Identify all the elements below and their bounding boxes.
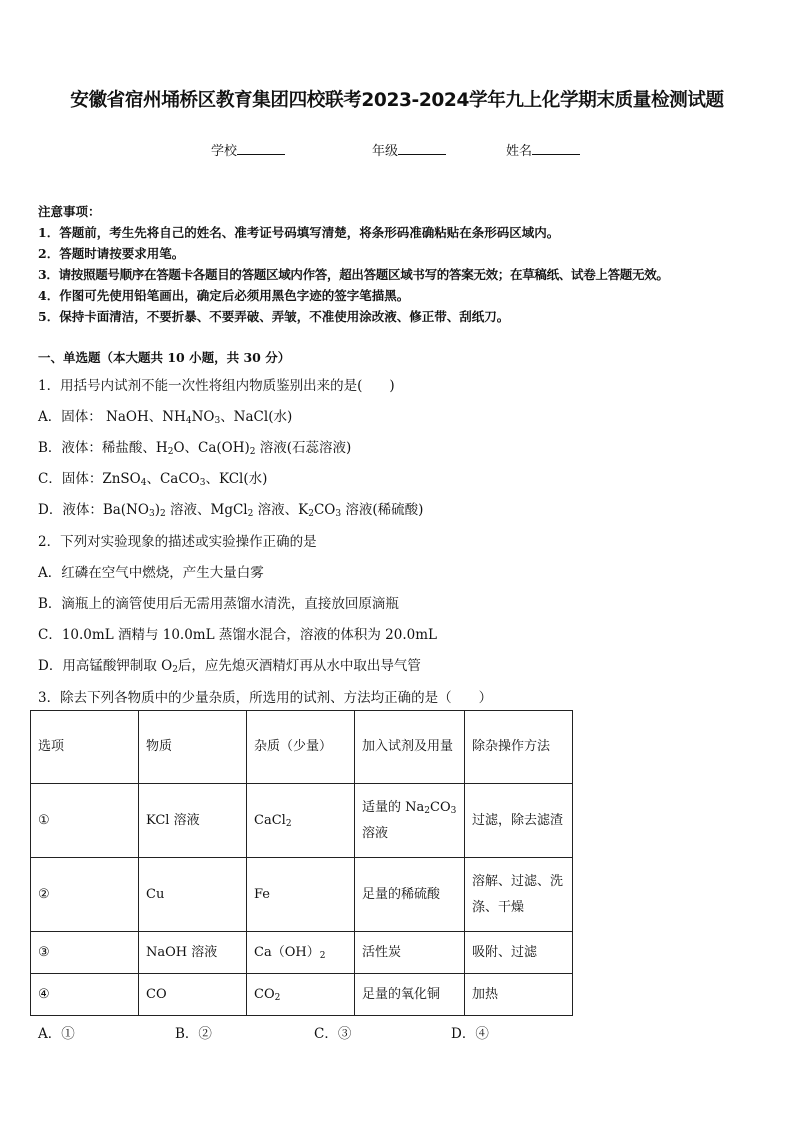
notice-item-3: 3．请按照题号顺序在答题卡各题目的答题区域内作答，超出答题区域书写的答案无效；在草稿纸、试卷上答题无效。 [38, 267, 669, 282]
header-impurity: 杂质（少量） [247, 711, 355, 784]
q3-option-c[interactable]: C．③ [314, 1026, 352, 1042]
q1-option-b[interactable]: B．液体：稀盐酸、$H_2O$、$Ca(OH)_2$ 溶液(石蕊溶液) [38, 440, 352, 457]
header-substance: 物质 [139, 711, 247, 784]
table-row [31, 858, 573, 932]
q3-option-a[interactable]: A．① [38, 1026, 75, 1042]
notice-item-1: 1．答题前，考生先将自己的姓名、准考证号码填写清楚，将条形码准确粘贴在条形码区域内。 [38, 225, 560, 240]
notice-item-4: 4．作图可先使用铅笔画出，确定后必须用黑色字迹的签字笔描黑。 [38, 288, 410, 303]
school-field [211, 140, 285, 159]
row-reagent: 活性炭 [355, 932, 465, 974]
q1-option-c[interactable]: C．固体：ZnSO$_4$、CaCO$_3$、KCl(水) [38, 471, 268, 488]
row-option: ② [31, 858, 139, 932]
q3-option-b[interactable]: B．② [175, 1026, 212, 1042]
q3-option-d[interactable]: D．④ [451, 1026, 489, 1042]
header-reagent: 加入试剂及用量 [355, 711, 465, 784]
q2-stem: 2．下列对实验现象的描述或实验操作正确的是 [38, 534, 317, 550]
row-reagent: 适量的 $Na_2CO_3$ 溶液 [355, 784, 465, 858]
q1-stem: 1．用括号内试剂不能一次性将组内物质鉴别出来的是( ) [38, 378, 395, 394]
q1-option-a[interactable]: A．固体： NaOH、$NH_4NO_3$、NaCl(水) [38, 409, 293, 426]
row-impurity: $CO_2$ [247, 974, 355, 1016]
header-option: 选项 [31, 711, 139, 784]
row-substance: Cu [139, 858, 247, 932]
grade-blank[interactable] [398, 142, 446, 155]
row-option: ④ [31, 974, 139, 1016]
row-reagent: 足量的稀硫酸 [355, 858, 465, 932]
row-method: 过滤，除去滤渣 [465, 784, 573, 858]
q2-option-a[interactable]: A．红磷在空气中燃烧，产生大量白雾 [38, 565, 264, 581]
row-reagent: 足量的氧化铜 [355, 974, 465, 1016]
row-method: 加热 [465, 974, 573, 1016]
q2-option-c[interactable]: C．10.0mL 酒精与 10.0mL 蒸馏水混合，溶液的体积为 20.0mL [38, 627, 437, 643]
notice-item-2: 2．答题时请按要求用笔。 [38, 246, 185, 261]
section-heading: 一、单选题（本大题共 10 小题，共 30 分） [38, 350, 291, 365]
row-option: ③ [31, 932, 139, 974]
header-method: 除杂操作方法 [465, 711, 573, 784]
q3-stem: 3．除去下列各物质中的少量杂质，所选用的试剂、方法均正确的是（ ） [38, 690, 493, 706]
row-substance: KCl 溶液 [139, 784, 247, 858]
name-label: 姓名 [506, 144, 533, 159]
exam-title: 安徽省宿州埇桥区教育集团四校联考2023-2024学年九上化学期末质量检测试题 [70, 90, 724, 111]
grade-field [372, 140, 446, 159]
row-impurity: $Ca(OH)_2$ [247, 932, 355, 974]
row-option: ① [31, 784, 139, 858]
table-row [31, 784, 573, 858]
school-blank[interactable] [237, 142, 285, 155]
grade-label: 年级 [372, 144, 399, 159]
row-substance: CO [139, 974, 247, 1016]
row-method: 吸附、过滤 [465, 932, 573, 974]
row-substance: NaOH 溶液 [139, 932, 247, 974]
table-row [31, 932, 573, 974]
name-blank[interactable] [532, 142, 580, 155]
q2-option-b[interactable]: B．滴瓶上的滴管使用后无需用蒸馏水清洗，直接放回原滴瓶 [38, 596, 399, 612]
row-impurity: Fe [247, 858, 355, 932]
row-impurity: CaCl$_2$ [247, 784, 355, 858]
q3-table [30, 710, 573, 1016]
table-row [31, 974, 573, 1016]
row-method: 溶解、过滤、洗涤、干燥 [465, 858, 573, 932]
table-header-row [31, 711, 573, 784]
notice-item-5: 5．保持卡面清洁，不要折暴、不要弄破、弄皱，不准使用涂改液、修正带、刮纸刀。 [38, 309, 510, 324]
q2-option-d[interactable]: D．用高锰酸钾制取 $O_2$后，应先熄灭酒精灯再从水中取出导气管 [38, 658, 421, 675]
name-field [506, 140, 580, 159]
notice-heading: 注意事项： [38, 204, 101, 219]
school-label: 学校 [211, 144, 238, 159]
q1-option-d[interactable]: D．液体：$Ba(NO_3)_2$ 溶液、MgCl$_2$ 溶液、$K_2CO_3$ 溶液(稀硫酸) [38, 502, 424, 519]
